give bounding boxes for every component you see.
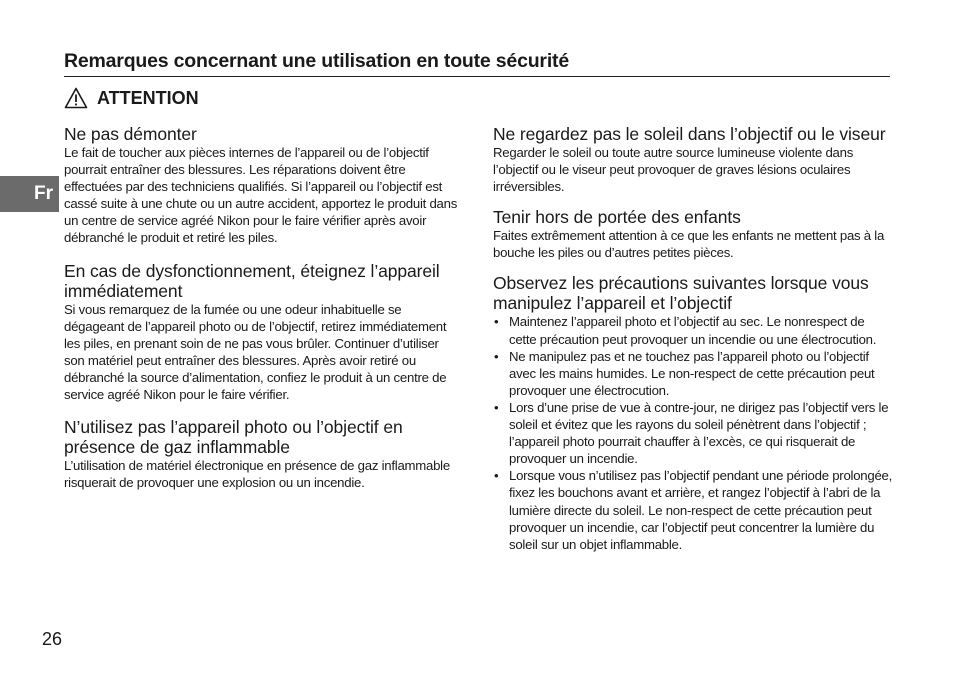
list-item: • Maintenez l’appareil photo et l’objectif au sec. Le nonrespect de cette précaution peut provoquer un incendie ou une électrocution. [493,313,893,347]
section-heading: En cas de dysfonctionnement, éteignez l’appareil immédiatement [64,260,440,301]
right-column [493,124,893,565]
page-title: Remarques concernant une utilisation en toute sécurité [64,50,890,77]
section-heading: N’utilisez pas l’appareil photo ou l’objectif en présence de gaz inflammable [64,417,403,458]
section-body: Faites extrêmement attention à ce que les enfants ne mettent pas à la bouche les piles ou d’autres petites pièces. [493,228,885,261]
section-body: Si vous remarquez de la fumée ou une odeur inhabituelle se dégageant de l’appareil photo ou de l’objectif, retirez immédiatement les piles, en prenant soin de ne pas vous brûler. Continuer d’utiliser son matériel peut entraîner des blessures. Après avoir retiré ou débranché la source d’alimentation, confiez le produit à un centre de service agréé Nikon pour le faire vérifier. [64,301,447,403]
section-body: Le fait de toucher aux pièces internes de l’appareil ou de l’objectif pourrait entraîner des blessures. Les réparations doivent être effectuées par des techniciens qualifiés. Si l’appareil ou l’objectif est cassé suite à une chute ou un autre accident, apportez le produit dans un centre de service agréé Nikon pour le faire vérifier après avoir débranché le produit et retiré les piles. [64,145,458,246]
list-item: • Ne manipulez pas et ne touchez pas l’appareil photo ou l’objectif avec les mains humides. Le non-respect de cette précaution peut provoquer une électrocution. [493,348,893,399]
list-item: • Lors d’une prise de vue à contre-jour, ne dirigez pas l’objectif vers le soleil et évitez que les rayons du soleil pénètrent dans l’objectif ; l’appareil photo pourrait chauffer à l’excès, ce qui risquerait de provoquer un incendie. [493,399,893,467]
attention-label: ATTENTION [97,87,199,108]
language-tab: Fr [0,176,59,212]
section-ne-pas-demonter [64,124,462,247]
section-heading: Ne regardez pas le soleil dans l’objectif ou le viseur [493,124,886,144]
section-body: L’utilisation de matériel électronique en présence de gaz inflammable risquerait de provoquer une explosion ou un incendie. [64,458,450,491]
section-dysfonctionnement [64,261,462,404]
section-gaz-inflammable [64,417,462,491]
section-soleil [493,124,893,195]
page-number: 26 [42,629,63,649]
section-precautions [493,273,893,552]
section-heading: Ne pas démonter [64,124,197,144]
precautions-list [493,313,893,552]
section-body: Regarder le soleil ou toute autre source lumineuse violente dans l’objectif ou le viseur peut provoquer de graves lésions oculaires irréversibles. [493,145,854,195]
list-item: • Lorsque vous n’utilisez pas l’objectif pendant une période prolongée, fixez les bouchons avant et arrière, et rangez l’objectif à l’abri de la lumière directe du soleil. Le non-respect de cette précaution peut provoquer un incendie, car l’objectif peut concentrer la lumière du soleil sur un objet inflammable. [493,467,893,552]
section-enfants [493,207,893,261]
left-column [64,124,462,505]
section-heading: Tenir hors de portée des enfants [493,207,741,228]
warning-triangle-icon [64,87,88,109]
section-heading: Observez les précautions suivantes lorsque vous manipulez l’appareil et l’objectif [493,273,869,314]
attention-header [64,86,199,110]
